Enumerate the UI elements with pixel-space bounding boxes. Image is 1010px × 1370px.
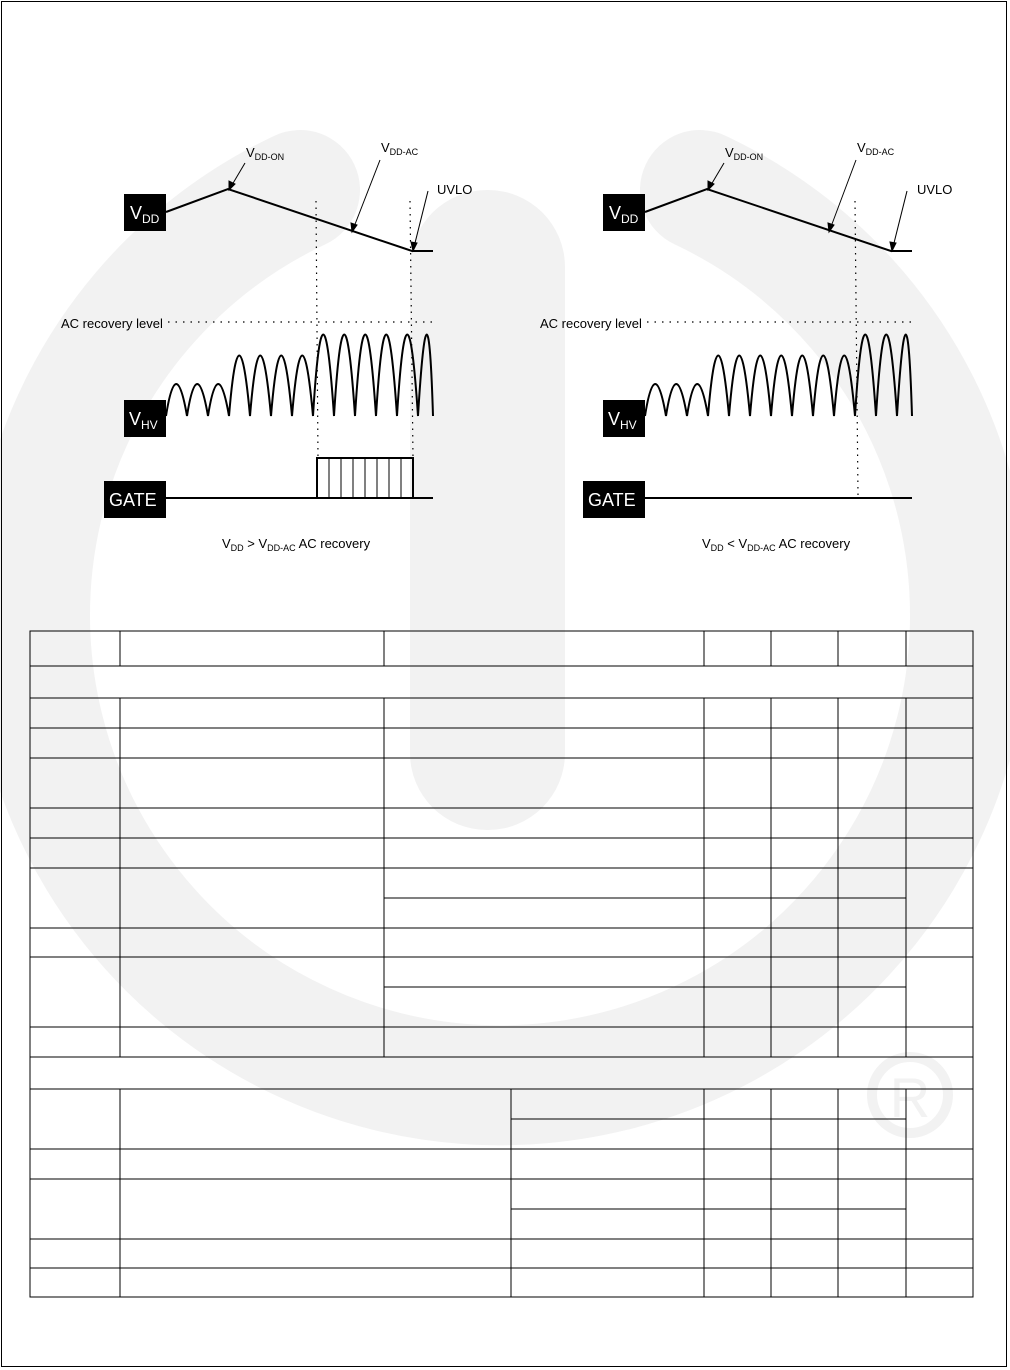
uvlo-label: UVLO (917, 182, 953, 197)
diagram-caption: $V_{DD} < V_{DD-AC}$ AC recovery (702, 536, 851, 553)
vdd-ac-label: $V_{DD-AC}$ (857, 140, 895, 157)
vdd-on-label: $V_{DD-ON}$ (246, 145, 285, 162)
svg-text:VDD: $V_{DD}$ (130, 203, 160, 226)
svg-text:R: R (889, 1066, 931, 1129)
vdd-ac-label: $V_{DD-AC}$ (381, 140, 419, 157)
svg-text:GATE: GATE (588, 490, 636, 510)
svg-text:VDD: $V_{DD}$ (609, 203, 639, 226)
svg-text:VHV: $V_{HV}$ (608, 409, 637, 432)
diagram-caption: $V_{DD} > V_{DD-AC}$ AC recovery (222, 536, 371, 553)
ac-recovery-label: AC recovery level (540, 316, 642, 331)
vdd-on-label: $V_{DD-ON}$ (725, 145, 764, 162)
uvlo-label: UVLO (437, 182, 473, 197)
page-border (1, 1, 1007, 1367)
svg-text:VHV: $V_{HV}$ (129, 409, 158, 432)
svg-text:GATE: GATE (109, 490, 157, 510)
ac-recovery-label: AC recovery level (61, 316, 163, 331)
